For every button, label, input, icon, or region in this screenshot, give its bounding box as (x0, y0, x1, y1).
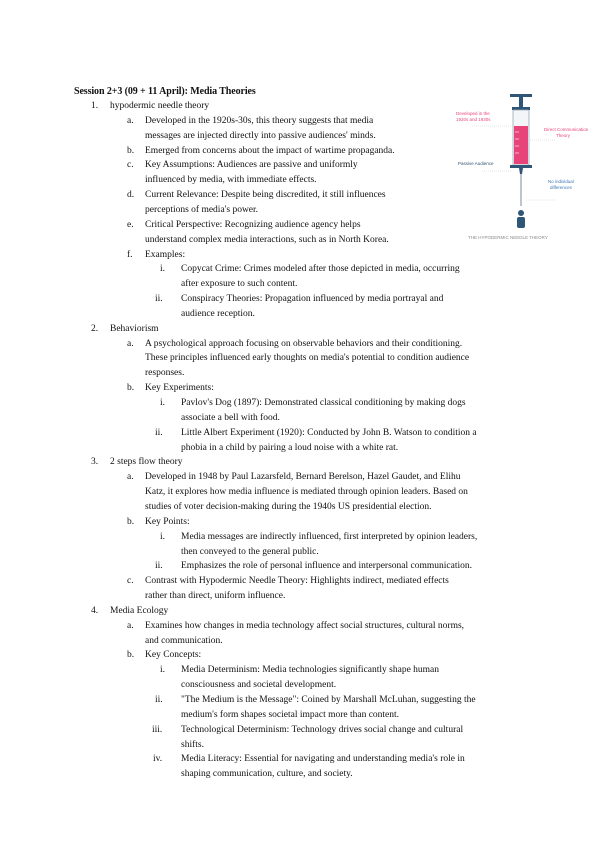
outline-line: phobia in a child by pairing a loud noise with a white rat. (181, 442, 399, 453)
outline-line: then conveyed to the general public. (181, 546, 319, 557)
outline-line: after exposure to such content. (181, 279, 298, 290)
outline-line: Examples: (145, 249, 186, 260)
outline-line: Media Ecology (110, 605, 169, 616)
outline-line: Current Relevance: Despite being discredited, it still influences (145, 190, 386, 201)
list-marker: a. (127, 115, 134, 126)
audience-person-icon (518, 210, 524, 216)
outline-line: Emphasizes the role of personal influence and interpersonal communication. (181, 561, 472, 572)
list-marker: 4. (91, 605, 99, 616)
outline-line: perceptions of media's power. (145, 204, 259, 215)
outline-line: associate a bell with food. (181, 412, 280, 423)
list-marker: a. (127, 620, 134, 631)
list-marker: i. (160, 398, 166, 408)
list-marker: 1. (91, 101, 99, 111)
label-developed-1: Developed in the (456, 111, 490, 116)
outline-line: responses. (145, 368, 185, 379)
outline-line: Katz, it explores how media influence is mediated through opinion leaders. Based on (145, 487, 468, 498)
outline-line: Key Points: (145, 516, 190, 527)
outline-line: consciousness and societal development. (181, 680, 337, 691)
label-individual-2: differences (550, 185, 572, 190)
outline-line: Media Determinism: Media technologies significantly shape human (181, 665, 440, 676)
plunger-handle (510, 94, 532, 97)
list-marker: f. (127, 249, 133, 260)
outline-line: "The Medium is the Message": Coined by Marshall McLuhan, suggesting the (181, 695, 476, 705)
outline-line: audience reception. (181, 308, 255, 319)
list-marker: a. (127, 338, 134, 349)
outline-line: Developed in the 1920s-30s, this theory suggests that media (145, 115, 374, 126)
outline-line: Little Albert Experiment (1920): Conducted by John B. Watson to condition a (181, 427, 477, 438)
label-direct-1: Direct Communication (544, 127, 589, 132)
outline-line: Technological Determinism: Technology drives social change and cultural (181, 724, 464, 735)
figure-caption: THE HYPODERMIC NEEDLE THEORY (468, 235, 548, 240)
outline-line: 2 steps flow theory (110, 457, 183, 468)
needle-hub (519, 168, 523, 174)
list-marker: e. (127, 219, 134, 230)
list-marker: 2. (91, 323, 99, 334)
label-individual-1: No individual (548, 179, 574, 184)
outline-line: studies of voter decision-making during the 1940s US presidential election. (145, 501, 432, 512)
list-marker: ii. (155, 561, 163, 572)
list-marker: b. (127, 516, 135, 527)
outline-line: These principles influenced early thoughts on media's potential to condition audience (145, 353, 470, 364)
outline-line: Copycat Crime: Crimes modeled after those depicted in media, occurring (181, 264, 460, 275)
list-marker: iii. (152, 724, 163, 735)
outline-line: understand complex media interactions, such as in North Korea. (145, 234, 389, 245)
outline-line: Key Concepts: (145, 650, 202, 661)
outline-line: Emerged from concerns about the impact of wartime propaganda. (145, 145, 395, 156)
outline-line: Media Literacy: Essential for navigating and understanding media's role in (181, 754, 465, 765)
outline-line: Pavlov's Dog (1897): Demonstrated classical conditioning by making dogs (181, 398, 466, 408)
outline-line: A psychological approach focusing on observable behaviors and their conditioning. (145, 338, 463, 349)
outline-line: Behaviorism (110, 323, 159, 334)
label-direct-2: Theory (556, 133, 571, 138)
list-marker: b. (127, 650, 135, 661)
outline-line: messages are injected directly into passive audiences' minds. (145, 130, 376, 141)
outline-line: Key Experiments: (145, 383, 214, 394)
plunger-rod (519, 97, 523, 107)
label-passive: Passive Audience (458, 161, 494, 166)
page-title: Session 2+3 (09 + 11 April): Media Theories (74, 86, 256, 97)
list-marker: c. (127, 576, 134, 587)
barrel-base (510, 165, 532, 168)
outline-line: hypodermic needle theory (110, 101, 210, 111)
list-marker: ii. (155, 695, 163, 705)
plunger-head (512, 107, 530, 110)
outline-line: influenced by media, with immediate effects. (145, 175, 317, 186)
outline-line: Contrast with Hypodermic Needle Theory: Highlights indirect, mediated effects (145, 576, 449, 587)
outline-line: Examines how changes in media technology affect social structures, cultural norms, (145, 620, 465, 631)
list-marker: ii. (155, 427, 163, 438)
list-marker: d. (127, 190, 135, 201)
outline-line: Developed in 1948 by Paul Lazarsfeld, Bernard Berelson, Hazel Gaudet, and Elihu (145, 472, 461, 483)
list-marker: b. (127, 383, 135, 394)
list-marker: b. (127, 145, 135, 156)
outline-line: shaping communication, culture, and society. (181, 769, 353, 780)
outline-line: rather than direct, uniform influence. (145, 591, 286, 602)
outline-line: Media messages are indirectly influenced, first interpreted by opinion leaders, (181, 531, 478, 542)
outline-line: medium's form shapes societal impact more than content. (181, 709, 400, 720)
label-developed-2: 1920s and 1930s (456, 117, 491, 122)
outline-line: Critical Perspective: Recognizing audience agency helps (145, 219, 361, 230)
outline-line: shifts. (181, 739, 204, 750)
list-marker: i. (160, 264, 166, 275)
list-marker: i. (160, 531, 166, 542)
list-marker: ii. (155, 294, 163, 305)
outline-line: and communication. (145, 635, 223, 646)
list-marker: c. (127, 160, 134, 171)
hypodermic-needle-figure (452, 92, 589, 242)
list-marker: a. (127, 472, 134, 483)
list-marker: i. (160, 665, 166, 676)
outline-line: Conspiracy Theories: Propagation influenced by media portrayal and (181, 294, 444, 305)
syringe-liquid (514, 126, 528, 164)
outline-line: Key Assumptions: Audiences are passive and uniformly (145, 160, 358, 171)
list-marker: iv. (153, 754, 163, 765)
list-marker: 3. (91, 457, 99, 468)
